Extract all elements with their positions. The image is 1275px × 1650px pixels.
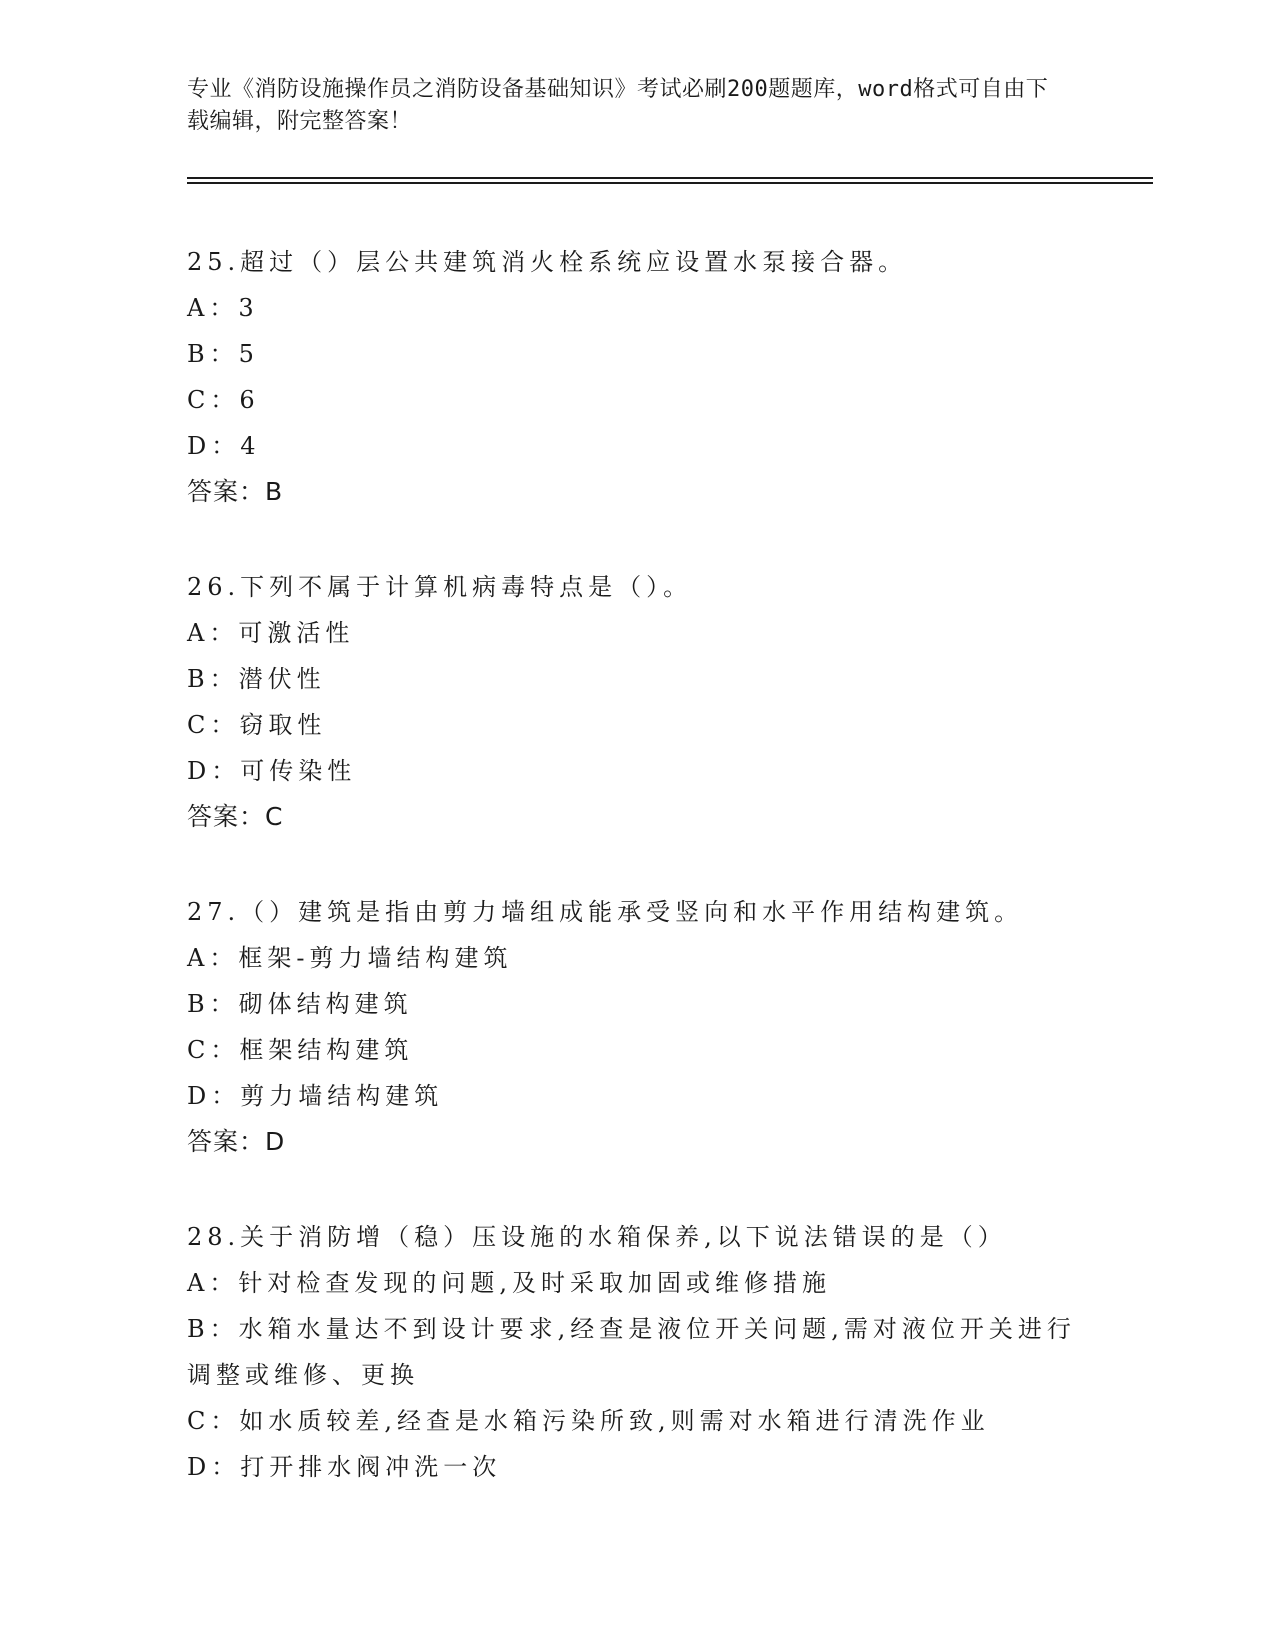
answer-label: 答案：D [187, 1127, 286, 1156]
option-b: B：潜伏性 [187, 665, 326, 693]
question-stem: 27.（）建筑是指由剪力墙组成能承受竖向和水平作用结构建筑。 [187, 898, 1024, 926]
option-b: B：5 [187, 340, 259, 368]
option-c: C：窃取性 [187, 711, 327, 739]
question-stem: 26.下列不属于计算机病毒特点是（）。 [187, 573, 693, 601]
option-a: A：针对检查发现的问题,及时采取加固或维修措施 [187, 1269, 831, 1297]
option-d: D：打开排水阀冲洗一次 [187, 1453, 502, 1481]
header-divider-top [187, 177, 1153, 179]
question-stem: 25.超过（）层公共建筑消火栓系统应设置水泵接合器。 [187, 248, 908, 276]
question-25 [187, 240, 1087, 515]
question-28 [187, 1215, 1087, 1490]
option-c: C：如水质较差,经查是水箱污染所致,则需对水箱进行清洗作业 [187, 1407, 990, 1435]
option-d: D：剪力墙结构建筑 [187, 1082, 444, 1110]
question-stem: 28.关于消防增（稳）压设施的水箱保养,以下说法错误的是（） [187, 1223, 1007, 1251]
option-b: B：砌体结构建筑 [187, 990, 413, 1018]
answer-label: 答案：B [187, 477, 284, 506]
question-27 [187, 890, 1087, 1165]
option-a: A：框架-剪力墙结构建筑 [187, 944, 513, 972]
option-a: A：3 [187, 294, 259, 322]
option-c: C：框架结构建筑 [187, 1036, 414, 1064]
document-header: 专业《消防设施操作员之消防设备基础知识》考试必刷200题题库，word格式可自由下载编辑，附完整答案！ [187, 77, 1049, 134]
question-26 [187, 565, 1087, 840]
option-c: C：6 [187, 386, 260, 414]
answer-label: 答案：C [187, 802, 284, 831]
option-a: A：可激活性 [187, 619, 355, 647]
option-b: B：水箱水量达不到设计要求,经查是液位开关问题,需对液位开关进行调整或维修、更换 [187, 1315, 1076, 1389]
header-divider-bottom [187, 182, 1153, 184]
option-d: D：4 [187, 432, 261, 460]
option-d: D：可传染性 [187, 757, 357, 785]
question-list [187, 240, 1087, 1540]
